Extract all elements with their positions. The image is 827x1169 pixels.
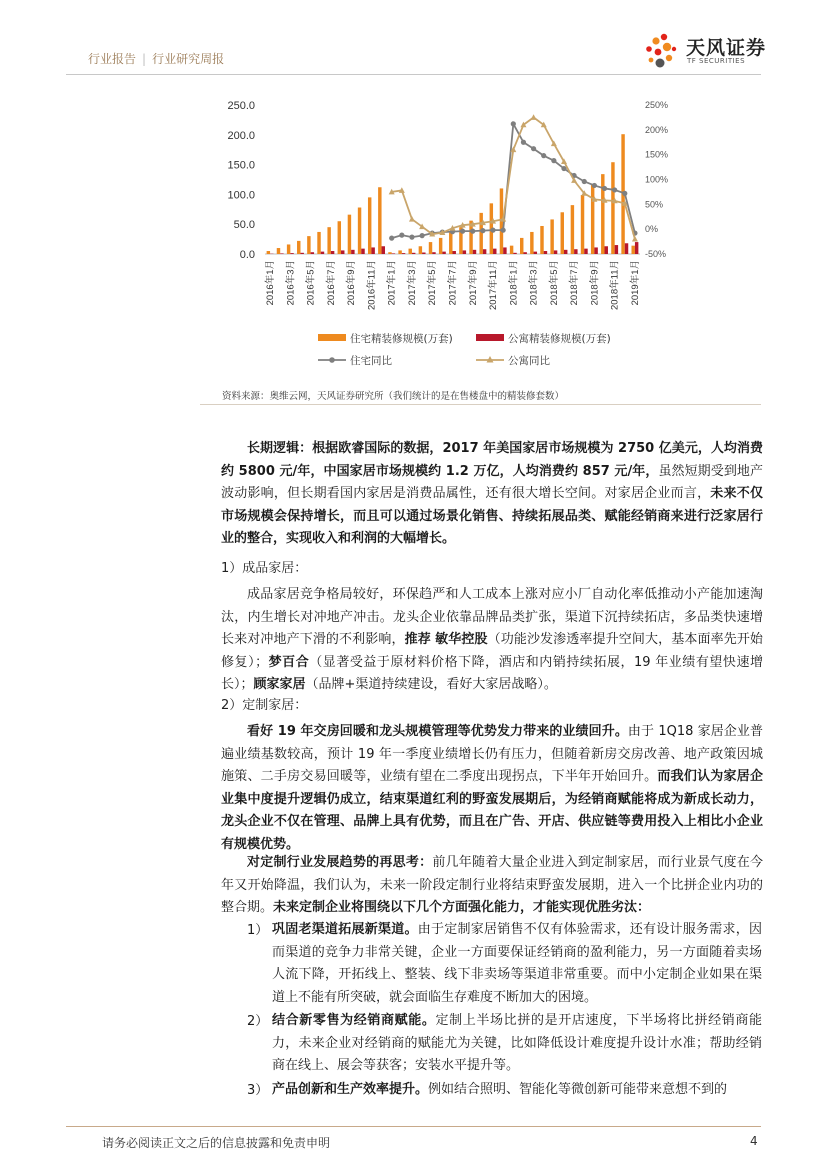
x-axis-tick-label: 2017年5月 (427, 260, 439, 306)
left-axis-tick-label: 0.0 (239, 249, 255, 261)
bar-apartment (635, 242, 638, 254)
legend-label-2: 住宅同比 (350, 355, 392, 367)
bar-apartment (615, 245, 618, 254)
bar-residential (530, 232, 533, 254)
bar-apartment (453, 251, 456, 254)
x-axis-tick-label: 2017年7月 (447, 260, 459, 306)
bar-apartment (625, 243, 628, 254)
bar-residential (327, 227, 330, 254)
bar-apartment (351, 250, 354, 254)
bar-apartment (473, 250, 476, 254)
list-item-2-text: 定制上半场比拼的是开店速度，下半场将比拼经销商能力，未来企业对经销商的赋能尤为关键，比如降低设计难度提升设计水准；帮助经销商在线上、展会等获客；安装水平提升等。 (272, 1013, 762, 1073)
bar-apartment (463, 250, 466, 254)
stock-minhua: 敏华控股 (435, 632, 488, 647)
bar-residential (550, 219, 553, 254)
residential-yoy-point (409, 235, 414, 240)
p2-text-c: （功能沙发渗透率提升空间大，基本面率先开始修复）； (221, 632, 763, 670)
x-axis-tick-label: 2016年1月 (265, 260, 277, 306)
right-axis-tick-label: 0% (645, 224, 659, 235)
list-item-3-text: 例如结合照明、智能化等微创新可能带来意想不到的 (428, 1082, 728, 1097)
x-axis-tick-label: 2016年5月 (305, 260, 317, 306)
p3-bold-text-2: 而我们认为家居企业集中度提升逻辑仍成立，结束渠道红利的野蛮发展期后，为经销商赋能将成为新成长动力，龙头企业不仅在管理、品牌上具有优势，而且在广告、开店、供应链等费用投入上相比小企业有规模优势。 (221, 769, 763, 852)
source-divider (200, 404, 761, 405)
bar-apartment (412, 253, 415, 254)
list-item-1-number: 1） (247, 923, 269, 938)
x-axis-tick-label: 2016年11月 (366, 260, 378, 310)
x-axis-tick-label: 2016年7月 (325, 260, 337, 306)
header-divider (66, 74, 761, 75)
logo-english-name: TF SECURITIES (687, 57, 746, 65)
bar-apartment (402, 253, 405, 254)
bar-residential (378, 187, 381, 254)
logo-chinese-name: 天风证券 (686, 37, 767, 59)
p1-text: 虽然短期受到地产波动影响，但长期看国内家居是消费品属性，还有很大增长空间。对家居企业而言， (221, 463, 763, 501)
bar-residential (479, 213, 482, 254)
bar-apartment (574, 249, 577, 254)
p1-bold-text: 长期逻辑：根据欧睿国际的数据，2017 年美国家居市场规模为 2750 亿美元，人均消费约 5800 元/年，中国家居市场规模约 1.2 万亿，人均消费约 857 元/年， (221, 441, 763, 479)
residential-yoy-point (389, 236, 394, 241)
bar-apartment (432, 252, 435, 254)
bar-residential (510, 246, 513, 254)
page-number: 4 (750, 1134, 758, 1148)
bar-residential (439, 238, 442, 254)
bar-apartment (493, 249, 496, 254)
p4-bold-text: 对定制行业发展趋势的再思考： (247, 855, 433, 870)
bar-apartment (534, 252, 537, 254)
left-axis-tick-label: 200.0 (227, 129, 255, 142)
residential-yoy-point (460, 229, 465, 234)
list-item-3-number: 3） (247, 1083, 269, 1098)
bar-residential (277, 248, 280, 254)
list-item-2 (272, 1010, 762, 1078)
x-axis-tick-label: 2017年3月 (406, 260, 418, 306)
bar-residential (540, 226, 543, 254)
bar-apartment (513, 253, 516, 254)
residential-yoy-point (622, 191, 627, 196)
x-axis-tick-label: 2019年1月 (629, 260, 641, 306)
residential-yoy-point (582, 179, 587, 184)
x-axis-tick-label: 2016年3月 (285, 260, 297, 306)
bar-residential (611, 162, 614, 254)
x-axis-tick-label: 2018年1月 (508, 260, 520, 306)
bar-apartment (594, 247, 597, 254)
p3-text: 由于 1Q18 家居企业普遍业绩基数较高，预计 19 年一季度业绩增长仍有压力，但随着新房交房改善、地产政策因城施策、二手房交易回暖等，业绩有望在二季度出现拐点，下半年开始回升。 (221, 724, 763, 784)
bar-residential (267, 251, 270, 254)
list-item-1-text: 由于定制家居销售不仅有体验需求，还有设计服务需求，因而渠道的竞争力非常关键，企业一方面要保证经销商的盈利能力，另一方面随着卖场人流下降，开拓线上、整装、线下非卖场等渠道非常重要。而中小定制企业如果在渠道上不能有所突破，就会面临生存难度不断加大的困境。 (272, 922, 762, 1005)
residential-yoy-point (511, 121, 516, 126)
legend-label-3: 公寓同比 (508, 355, 550, 367)
bar-apartment (483, 249, 486, 254)
list-item-1 (272, 919, 762, 1009)
bar-residential (571, 205, 574, 254)
bar-residential (631, 246, 634, 254)
bar-apartment (300, 253, 303, 254)
logo-mark-icon (634, 30, 682, 74)
x-axis-tick-label: 2018年9月 (589, 260, 601, 306)
bar-apartment (311, 252, 314, 254)
residential-yoy-point (490, 228, 495, 233)
right-axis-tick-label: 250% (645, 100, 669, 110)
list-item-3-title: 产品创新和生产效率提升。 (272, 1082, 429, 1097)
x-axis-tick-label: 2017年9月 (467, 260, 479, 306)
bar-residential (449, 233, 452, 254)
bar-apartment (422, 253, 425, 254)
footer-disclaimer: 请务必阅读正文之后的信息披露和免责申明 (102, 1136, 331, 1150)
bar-apartment (331, 251, 334, 254)
legend-marker-2 (329, 357, 335, 363)
residential-yoy-point (592, 183, 597, 188)
bar-apartment (605, 246, 608, 254)
residential-yoy-point (399, 233, 404, 238)
p2-recommend: 推荐 (404, 632, 431, 647)
residential-yoy-point (501, 228, 506, 233)
bar-apartment (523, 252, 526, 254)
left-axis-tick-label: 150.0 (227, 159, 255, 172)
residential-yoy-point (521, 140, 526, 145)
bar-apartment (584, 249, 587, 254)
right-axis-tick-label: 50% (645, 199, 664, 210)
bar-apartment (341, 250, 344, 254)
bar-residential (398, 250, 401, 254)
list-item-2-number: 2） (247, 1014, 269, 1029)
company-logo (634, 30, 774, 74)
apartment-yoy-line (392, 117, 635, 239)
header-separator: | (142, 52, 147, 66)
residential-yoy-point (602, 186, 607, 191)
list-item-1-title: 巩固老渠道拓展新渠道。 (272, 922, 418, 937)
bar-apartment (290, 253, 293, 254)
bar-residential (419, 246, 422, 254)
bar-residential (429, 242, 432, 254)
residential-yoy-point (551, 158, 556, 163)
bar-residential (388, 252, 391, 254)
bar-residential (348, 215, 351, 254)
custom-furniture-paragraph (221, 721, 763, 856)
decoration-market-chart (200, 90, 680, 385)
x-axis-tick-label: 2017年11月 (488, 260, 500, 310)
long-term-logic-paragraph (221, 438, 763, 551)
left-axis-tick-label: 250.0 (227, 100, 255, 112)
bar-residential (358, 208, 361, 254)
bar-residential (561, 212, 564, 254)
bar-apartment (361, 249, 364, 254)
apartment-yoy-point (632, 236, 638, 242)
bar-residential (287, 244, 290, 254)
residential-yoy-point (480, 228, 485, 233)
p2-text-a: 成品家居竞争格局较好，环保趋严和人工成本上涨对应小厂自动化率低推动小产能加速淘汰，内生增长对冲地产冲击。龙头企业依靠品牌品类扩张，渠道下沉持续拓店，多品类快速增长来对冲地产下滑的不利影响， (221, 587, 763, 647)
bar-apartment (564, 250, 567, 254)
p3-bold-text: 看好 19 年交房回暖和龙头规模管理等优势发力带来的业绩回升。 (247, 724, 628, 739)
bar-residential (368, 197, 371, 254)
report-category: 行业报告 (88, 52, 137, 66)
bar-apartment (382, 246, 385, 254)
stock-mengbaihe: 梦百合 (268, 654, 310, 670)
p1-bold-text-2: 未来不仅市场规模会保持增长，而且可以通过场景化销售、持续拓展品类、赋能经销商来进行泛家居行业的整合，实现收入和利润的大幅增长。 (221, 486, 763, 546)
residential-yoy-point (531, 146, 536, 151)
report-header (88, 50, 224, 67)
bar-residential (520, 238, 523, 254)
legend-label-0: 住宅精装修规模(万套) (350, 333, 453, 345)
section-finished-furniture-title: 1）成品家居： (221, 561, 308, 576)
p2-text-d: （显著受益于原材料价格下降，酒店和内销持续拓展，19 年业绩有望快速增长）； (221, 654, 763, 692)
bar-residential (317, 232, 320, 254)
bar-apartment (321, 252, 324, 254)
right-axis-tick-label: 100% (645, 174, 669, 185)
stock-kuka: 顾家家居 (253, 677, 306, 692)
bar-apartment (544, 251, 547, 254)
bar-apartment (280, 253, 283, 254)
bar-apartment (554, 250, 557, 254)
bar-residential (591, 185, 594, 254)
bar-apartment (371, 247, 374, 254)
x-axis-tick-label: 2018年5月 (548, 260, 560, 306)
p4-bold-text-2: 未来定制企业将围绕以下几个方面强化能力，才能实现优胜劣汰： (273, 900, 651, 915)
left-axis-tick-label: 50.0 (233, 219, 255, 232)
list-item-3 (272, 1079, 762, 1101)
x-axis-tick-label: 2017年1月 (386, 260, 398, 306)
residential-yoy-point (541, 153, 546, 158)
p4-text: 前几年随着大量企业进入到定制家居，而行业景气度在今年又开始降温，我们认为，未来一阶段定制行业将结束野蛮发展期，进入一个比拼企业内功的整合期。 (221, 855, 763, 915)
report-subtitle: 行业研究周报 (152, 52, 225, 66)
footer-divider (66, 1126, 761, 1127)
apartment-yoy-point (409, 216, 415, 222)
bar-residential (409, 249, 412, 254)
bar-residential (581, 195, 584, 254)
residential-yoy-point (612, 187, 617, 192)
right-axis-tick-label: 200% (645, 124, 669, 135)
bar-apartment (442, 252, 445, 254)
bar-apartment (503, 247, 506, 254)
legend-label-1: 公寓精装修规模(万套) (508, 333, 611, 345)
right-axis-tick-label: 150% (645, 149, 669, 160)
finished-furniture-paragraph (221, 584, 763, 697)
residential-yoy-point (419, 233, 424, 238)
bar-residential (307, 236, 310, 254)
industry-trend-paragraph (221, 852, 763, 920)
left-axis-tick-label: 100.0 (227, 189, 255, 202)
bar-residential (338, 221, 341, 254)
legend-swatch-0 (318, 334, 346, 341)
apartment-yoy-point (531, 114, 537, 120)
bar-residential (297, 241, 300, 254)
legend-swatch-1 (476, 334, 504, 341)
chart-source-note: 资料来源：奥维云网，天风证券研究所（我们统计的是在售楼盘中的精装修套数） (222, 391, 565, 402)
right-axis-tick-label: -50% (645, 249, 667, 259)
x-axis-tick-label: 2016年9月 (346, 260, 358, 306)
residential-yoy-line (392, 124, 635, 238)
residential-yoy-point (470, 229, 475, 234)
x-axis-tick-label: 2018年7月 (569, 260, 581, 306)
bar-apartment (392, 253, 395, 254)
x-axis-tick-label: 2018年11月 (609, 260, 621, 310)
p2-text-e: （品牌+渠道持续建设，看好大家居战略）。 (305, 677, 557, 692)
list-item-2-title: 结合新零售为经销商赋能。 (272, 1013, 436, 1028)
section-custom-furniture-title: 2）定制家居： (221, 698, 308, 713)
x-axis-tick-label: 2018年3月 (528, 260, 540, 306)
